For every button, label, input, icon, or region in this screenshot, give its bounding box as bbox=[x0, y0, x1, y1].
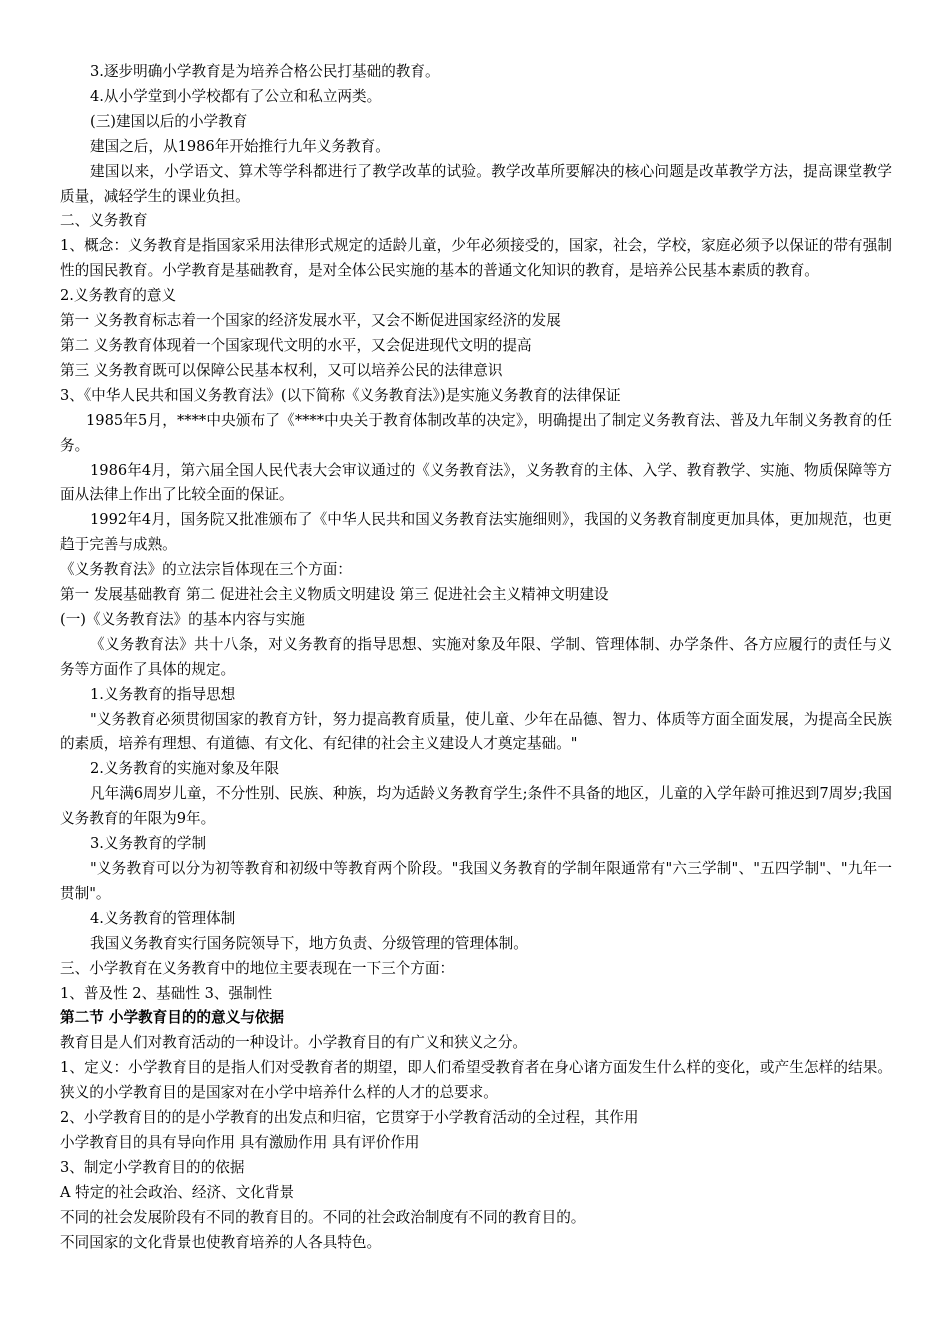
section-heading: 二、义务教育 bbox=[60, 212, 148, 230]
subsection-heading: 3.义务教育的学制 bbox=[90, 835, 207, 853]
paragraph: 4.从小学堂到小学校都有了公立和私立两类。 bbox=[90, 87, 382, 105]
subsection-heading: (一)《义务教育法》的基本内容与实施 bbox=[60, 610, 305, 628]
paragraph: 1992年4月，国务院又批准颁布了《中华人民共和国义务教育法实施细则》，我国的义务教育制度更加具体，更加规范，也更趋于完善与成熟。 bbox=[60, 511, 892, 554]
paragraph: 建国之后，从1986年开始推行九年义务教育。 bbox=[90, 137, 390, 155]
list-item: 第一 义务教育标志着一个国家的经济发展水平，又会不断促进国家经济的发展 bbox=[60, 312, 561, 330]
paragraph: A 特定的社会政治、经济、文化背景 bbox=[60, 1183, 295, 1201]
subsection-heading: 2.义务教育的实施对象及年限 bbox=[90, 760, 280, 778]
paragraph: 2、小学教育目的的是小学教育的出发点和归宿，它贯穿于小学教育活动的全过程，其作用 bbox=[60, 1109, 639, 1127]
paragraph: 1986年4月，第六届全国人民代表大会审议通过的《义务教育法》，义务教育的主体、入学、教育教学、实施、物质保障等方面从法律上作出了比较全面的保证。 bbox=[60, 461, 892, 504]
paragraph: 3.逐步明确小学教育是为培养合格公民打基础的教育。 bbox=[90, 63, 440, 80]
subsection-heading: 4.义务教育的管理体制 bbox=[90, 909, 236, 927]
subsection-heading: 3、制定小学教育目的的依据 bbox=[60, 1158, 245, 1176]
paragraph: 1985年5月，****中央颁布了《****中央关于教育体制改革的决定》，明确提出了制定义务教育法、普及九年制义务教育的任务。 bbox=[60, 411, 892, 454]
chapter-section-title: 第二节 小学教育目的的意义与依据 bbox=[60, 1009, 284, 1027]
list-item: 第二 义务教育体现着一个国家现代文明的水平，又会促进现代文明的提高 bbox=[60, 336, 532, 354]
subsection-heading: (三)建国以后的小学教育 bbox=[90, 112, 248, 130]
paragraph: 1、概念：义务教育是指国家采用法律形式规定的适龄儿童，少年必须接受的，国家，社会，学校，家庭必须予以保证的带有强制性的国民教育。小学教育是基础教育，是对全体公民实施的基本的普通文化知识的教育，是培养公民基本素质的教育。 bbox=[60, 237, 892, 280]
paragraph: 1、定义：小学教育目的是指人们对受教育者的期望，即人们希望受教育者在身心诸方面发生什么样的变化，或产生怎样的结果。狭义的小学教育目的是国家对在小学中培养什么样的人才的总要求。 bbox=[60, 1059, 892, 1102]
paragraph: 不同国家的文化背景也使教育培养的人各具特色。 bbox=[60, 1233, 382, 1251]
subsection-heading: 1.义务教育的指导思想 bbox=[90, 685, 236, 703]
paragraph: 1、普及性 2、基础性 3、强制性 bbox=[60, 984, 273, 1002]
subsection-heading: 2.义务教育的意义 bbox=[60, 287, 177, 305]
paragraph: 凡年满6周岁儿童，不分性别、民族、种族，均为适龄义务教育学生;条件不具备的地区，儿童的入学年龄可推迟到7周岁;我国义务教育的年限为9年。 bbox=[60, 785, 892, 828]
paragraph: "义务教育可以分为初等教育和初级中等教育两个阶段。"我国义务教育的学制年限通常有"六三学制"、"五四学制"、"九年一贯制"。 bbox=[60, 860, 892, 902]
section-heading: 三、小学教育在义务教育中的地位主要表现在一下三个方面： bbox=[60, 959, 455, 977]
paragraph: 我国义务教育实行国务院领导下，地方负责、分级管理的管理体制。 bbox=[90, 934, 528, 952]
paragraph: 《义务教育法》共十八条，对义务教育的指导思想、实施对象及年限、学制、管理体制、办学条件、各方应履行的责任与义务等方面作了具体的规定。 bbox=[60, 635, 892, 678]
paragraph: 小学教育目的具有导向作用 具有激励作用 具有评价作用 bbox=[60, 1133, 420, 1151]
paragraph: 不同的社会发展阶段有不同的教育目的。不同的社会政治制度有不同的教育目的。 bbox=[60, 1208, 586, 1226]
paragraph: 教育目是人们对教育活动的一种设计。小学教育目的有广义和狭义之分。 bbox=[60, 1034, 528, 1052]
list-item: 第三 义务教育既可以保障公民基本权利，又可以培养公民的法律意识 bbox=[60, 361, 503, 379]
paragraph: 《义务教育法》的立法宗旨体现在三个方面： bbox=[60, 561, 352, 579]
paragraph: "义务教育必须贯彻国家的教育方针，努力提高教育质量，使儿童、少年在品德、智力、体质等方面全面发展，为提高全民族的素质，培养有理想、有道德、有文化、有纪律的社会主义建设人才奠定基础。" bbox=[60, 710, 892, 753]
subsection-heading: 3、《中华人民共和国义务教育法》(以下简称《义务教育法》)是实施义务教育的法律保证 bbox=[60, 386, 621, 404]
paragraph: 第一 发展基础教育 第二 促进社会主义物质文明建设 第三 促进社会主义精神文明建设 bbox=[60, 586, 609, 604]
paragraph: 建国以来，小学语文、算术等学科都进行了教学改革的试验。教学改革所要解决的核心问题是改革教学方法，提高课堂教学质量，减轻学生的课业负担。 bbox=[60, 162, 892, 205]
